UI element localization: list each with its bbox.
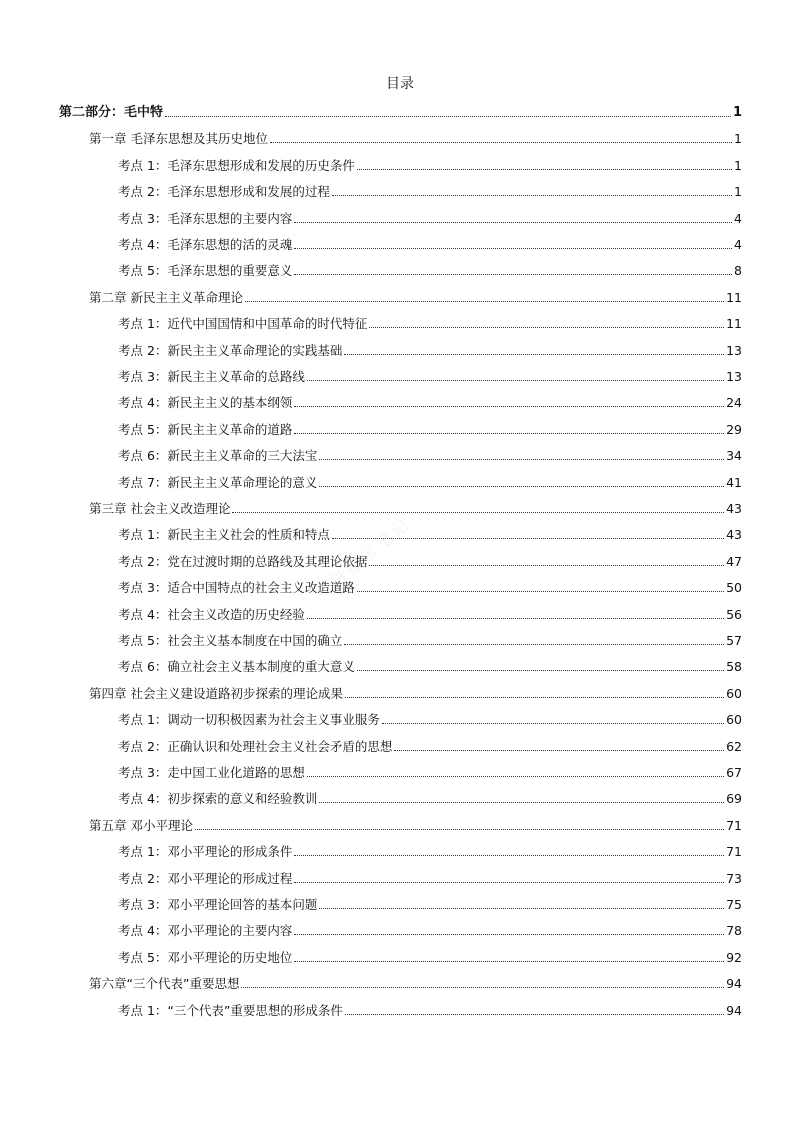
toc-entry-page-number: 47 — [726, 553, 742, 569]
toc-entry-label: 考点 1：邓小平理论的形成条件 — [118, 844, 293, 860]
toc-point-entry[interactable] — [118, 233, 742, 253]
toc-dot-leader — [357, 670, 724, 671]
toc-entry-label: 考点 2：新民主主义革命理论的实践基础 — [118, 342, 343, 358]
toc-entry-label: 考点 7：新民主主义革命理论的意义 — [118, 474, 318, 490]
toc-entry-label: 考点 1：新民主主义社会的性质和特点 — [118, 527, 330, 543]
toc-entry-page-number: 41 — [726, 474, 742, 490]
toc-entry-label: 第五章 邓小平理论 — [89, 817, 193, 833]
toc-dot-leader — [345, 697, 724, 698]
toc-entry-page-number: 11 — [726, 316, 742, 332]
toc-entry-page-number: 60 — [726, 712, 742, 728]
toc-entry-label: 考点 4：毛泽东思想的活的灵魂 — [118, 237, 293, 252]
toc-entry-page-number: 67 — [726, 765, 742, 780]
toc-entry-page-number: 4 — [734, 210, 742, 226]
toc-entry-label: 考点 5：毛泽东思想的重要意义 — [118, 263, 293, 279]
toc-entry-page-number: 94 — [726, 976, 742, 992]
toc-point-entry[interactable] — [118, 999, 742, 1019]
toc-dot-leader — [195, 829, 724, 830]
toc-dot-leader — [294, 855, 724, 856]
toc-entry-page-number: 43 — [726, 527, 742, 543]
watermark: 研途宝笔记 — [326, 512, 416, 592]
toc-dot-leader — [344, 354, 724, 355]
toc-entry-label: 考点 3：毛泽东思想的主要内容 — [118, 210, 293, 226]
toc-dot-leader — [241, 987, 724, 988]
toc-entry-page-number: 43 — [726, 501, 742, 516]
toc-entry-page-number: 1 — [734, 131, 742, 147]
toc-entry-label: 考点 3：邓小平理论回答的基本问题 — [118, 897, 318, 912]
toc-entry-page-number: 4 — [734, 237, 742, 252]
toc-entry-page-number: 1 — [734, 184, 742, 200]
toc-chapter-entry[interactable] — [89, 286, 742, 306]
toc-dot-leader — [232, 512, 724, 513]
toc-dot-leader — [344, 644, 724, 645]
toc-dot-leader — [332, 195, 732, 196]
toc-point-entry[interactable] — [118, 365, 742, 385]
toc-entry-label: 考点 4：邓小平理论的主要内容 — [118, 923, 293, 939]
toc-dot-leader — [294, 222, 732, 223]
toc-entry-page-number: 71 — [726, 817, 742, 833]
toc-entry-label: 考点 2：正确认识和处理社会主义社会矛盾的思想 — [118, 738, 393, 754]
toc-entry-page-number: 69 — [726, 791, 742, 807]
toc-entry-page-number: 75 — [726, 897, 742, 912]
toc-dot-leader — [307, 776, 724, 777]
toc-entry-label: 考点 3：新民主主义革命的总路线 — [118, 369, 305, 384]
toc-entry-page-number: 57 — [726, 633, 742, 648]
toc-entry-label: 考点 6：确立社会主义基本制度的重大意义 — [118, 659, 355, 675]
toc-entry-label: 考点 5：新民主主义革命的道路 — [118, 421, 293, 437]
toc-point-entry[interactable] — [118, 787, 742, 807]
toc-point-entry[interactable] — [118, 761, 742, 781]
toc-dot-leader — [345, 1014, 724, 1015]
toc-entry-label: 第一章 毛泽东思想及其历史地位 — [89, 131, 268, 147]
toc-dot-leader — [294, 248, 732, 249]
toc-entry-page-number: 8 — [734, 263, 742, 279]
toc-entry-page-number: 11 — [726, 289, 742, 305]
toc-part-entry[interactable] — [59, 101, 742, 121]
toc-point-entry[interactable] — [118, 708, 742, 728]
toc-point-entry[interactable] — [118, 207, 742, 227]
toc-point-entry[interactable] — [118, 312, 742, 332]
toc-entry-label: 考点 4：新民主主义的基本纲领 — [118, 395, 293, 411]
toc-point-entry[interactable] — [118, 418, 742, 438]
toc-dot-leader — [245, 301, 724, 302]
toc-entry-page-number: 73 — [726, 870, 742, 886]
toc-chapter-entry[interactable] — [89, 682, 742, 702]
toc-dot-leader — [357, 591, 724, 592]
toc-dot-leader — [319, 459, 724, 460]
toc-entry-page-number: 60 — [726, 685, 742, 701]
toc-point-entry[interactable] — [118, 576, 742, 596]
toc-dot-leader — [307, 618, 724, 619]
toc-entry-label: 考点 4：初步探索的意义和经验教训 — [118, 791, 318, 807]
toc-point-entry[interactable] — [118, 180, 742, 200]
toc-dot-leader — [165, 116, 731, 117]
toc-dot-leader — [294, 406, 724, 407]
toc-dot-leader — [319, 908, 724, 909]
toc-dot-leader — [270, 142, 732, 143]
toc-point-entry[interactable] — [118, 946, 742, 966]
toc-entry-page-number: 24 — [726, 395, 742, 411]
toc-dot-leader — [307, 380, 724, 381]
toc-dot-leader — [294, 433, 724, 434]
toc-chapter-entry[interactable] — [89, 127, 742, 147]
toc-entry-label: 考点 1：“三个代表”重要思想的形成条件 — [118, 1002, 343, 1018]
toc-entry-label: 考点 4：社会主义改造的历史经验 — [118, 606, 305, 622]
toc-entry-label: 考点 2：党在过渡时期的总路线及其理论依据 — [118, 553, 368, 569]
toc-entry-label: 考点 2：邓小平理论的形成过程 — [118, 870, 293, 886]
toc-point-entry[interactable] — [118, 444, 742, 464]
toc-point-entry[interactable] — [118, 471, 742, 491]
toc-point-entry[interactable] — [118, 339, 742, 359]
toc-point-entry[interactable] — [118, 893, 742, 913]
toc-entry-page-number: 92 — [726, 949, 742, 965]
toc-point-entry[interactable] — [118, 840, 742, 860]
toc-entry-label: 考点 3：适合中国特点的社会主义改造道路 — [118, 580, 355, 596]
toc-entry-page-number: 34 — [726, 448, 742, 464]
toc-entry-label: 考点 3：走中国工业化道路的思想 — [118, 765, 305, 780]
toc-point-entry[interactable] — [118, 867, 742, 887]
toc-dot-leader — [357, 169, 732, 170]
toc-point-entry[interactable] — [118, 735, 742, 755]
toc-point-entry[interactable] — [118, 603, 742, 623]
toc-chapter-entry[interactable] — [89, 814, 742, 834]
toc-entry-page-number: 29 — [726, 421, 742, 437]
toc-entry-label: 考点 1：近代中国国情和中国革命的时代特征 — [118, 316, 368, 332]
toc-entry-page-number: 58 — [726, 659, 742, 675]
toc-entry-label: 考点 1：调动一切积极因素为社会主义事业服务 — [118, 712, 380, 728]
toc-chapter-entry[interactable] — [89, 497, 742, 517]
toc-point-entry[interactable] — [118, 391, 742, 411]
toc-entry-label: 考点 5：邓小平理论的历史地位 — [118, 949, 293, 965]
page-title: 目录 — [386, 76, 414, 92]
toc-dot-leader — [294, 961, 724, 962]
toc-point-entry[interactable] — [118, 259, 742, 279]
toc-entry-page-number: 1 — [734, 157, 742, 173]
toc-entry-page-number: 13 — [726, 369, 742, 384]
toc-entry-label: 考点 1：毛泽东思想形成和发展的历史条件 — [118, 157, 355, 173]
toc-entry-label: 第二章 新民主主义革命理论 — [89, 289, 243, 305]
toc-entry-page-number: 94 — [726, 1002, 742, 1018]
toc-entry-label: 考点 6：新民主主义革命的三大法宝 — [118, 448, 318, 464]
toc-point-entry[interactable] — [118, 919, 742, 939]
toc-dot-leader — [319, 486, 724, 487]
toc-point-entry[interactable] — [118, 655, 742, 675]
toc-dot-leader — [369, 327, 724, 328]
toc-dot-leader — [294, 274, 732, 275]
toc-point-entry[interactable] — [118, 550, 742, 570]
toc-dot-leader — [332, 538, 724, 539]
toc-point-entry[interactable] — [118, 629, 742, 649]
toc-dot-leader — [294, 934, 724, 935]
toc-entry-label: 考点 5：社会主义基本制度在中国的确立 — [118, 633, 343, 648]
toc-entry-page-number: 56 — [726, 606, 742, 622]
toc-entry-label: 第六章“三个代表”重要思想 — [89, 976, 240, 992]
toc-chapter-entry[interactable] — [89, 972, 742, 992]
toc-dot-leader — [382, 723, 724, 724]
toc-entry-page-number: 62 — [726, 738, 742, 754]
toc-entry-page-number: 13 — [726, 342, 742, 358]
toc-point-entry[interactable] — [118, 523, 742, 543]
toc-point-entry[interactable] — [118, 154, 742, 174]
toc-dot-leader — [294, 882, 724, 883]
toc-dot-leader — [319, 802, 724, 803]
toc-entry-page-number: 1 — [732, 105, 742, 120]
toc-entry-label: 第四章 社会主义建设道路初步探索的理论成果 — [89, 685, 343, 701]
toc-entry-label: 第三章 社会主义改造理论 — [89, 501, 231, 516]
toc-entry-label: 考点 2：毛泽东思想形成和发展的过程 — [118, 184, 330, 200]
toc-dot-leader — [394, 750, 724, 751]
toc-dot-leader — [369, 565, 724, 566]
toc-entry-label: 第二部分：毛中特 — [59, 105, 164, 120]
toc-entry-page-number: 71 — [726, 844, 742, 860]
toc-entry-page-number: 50 — [726, 580, 742, 596]
toc-entry-page-number: 78 — [726, 923, 742, 939]
